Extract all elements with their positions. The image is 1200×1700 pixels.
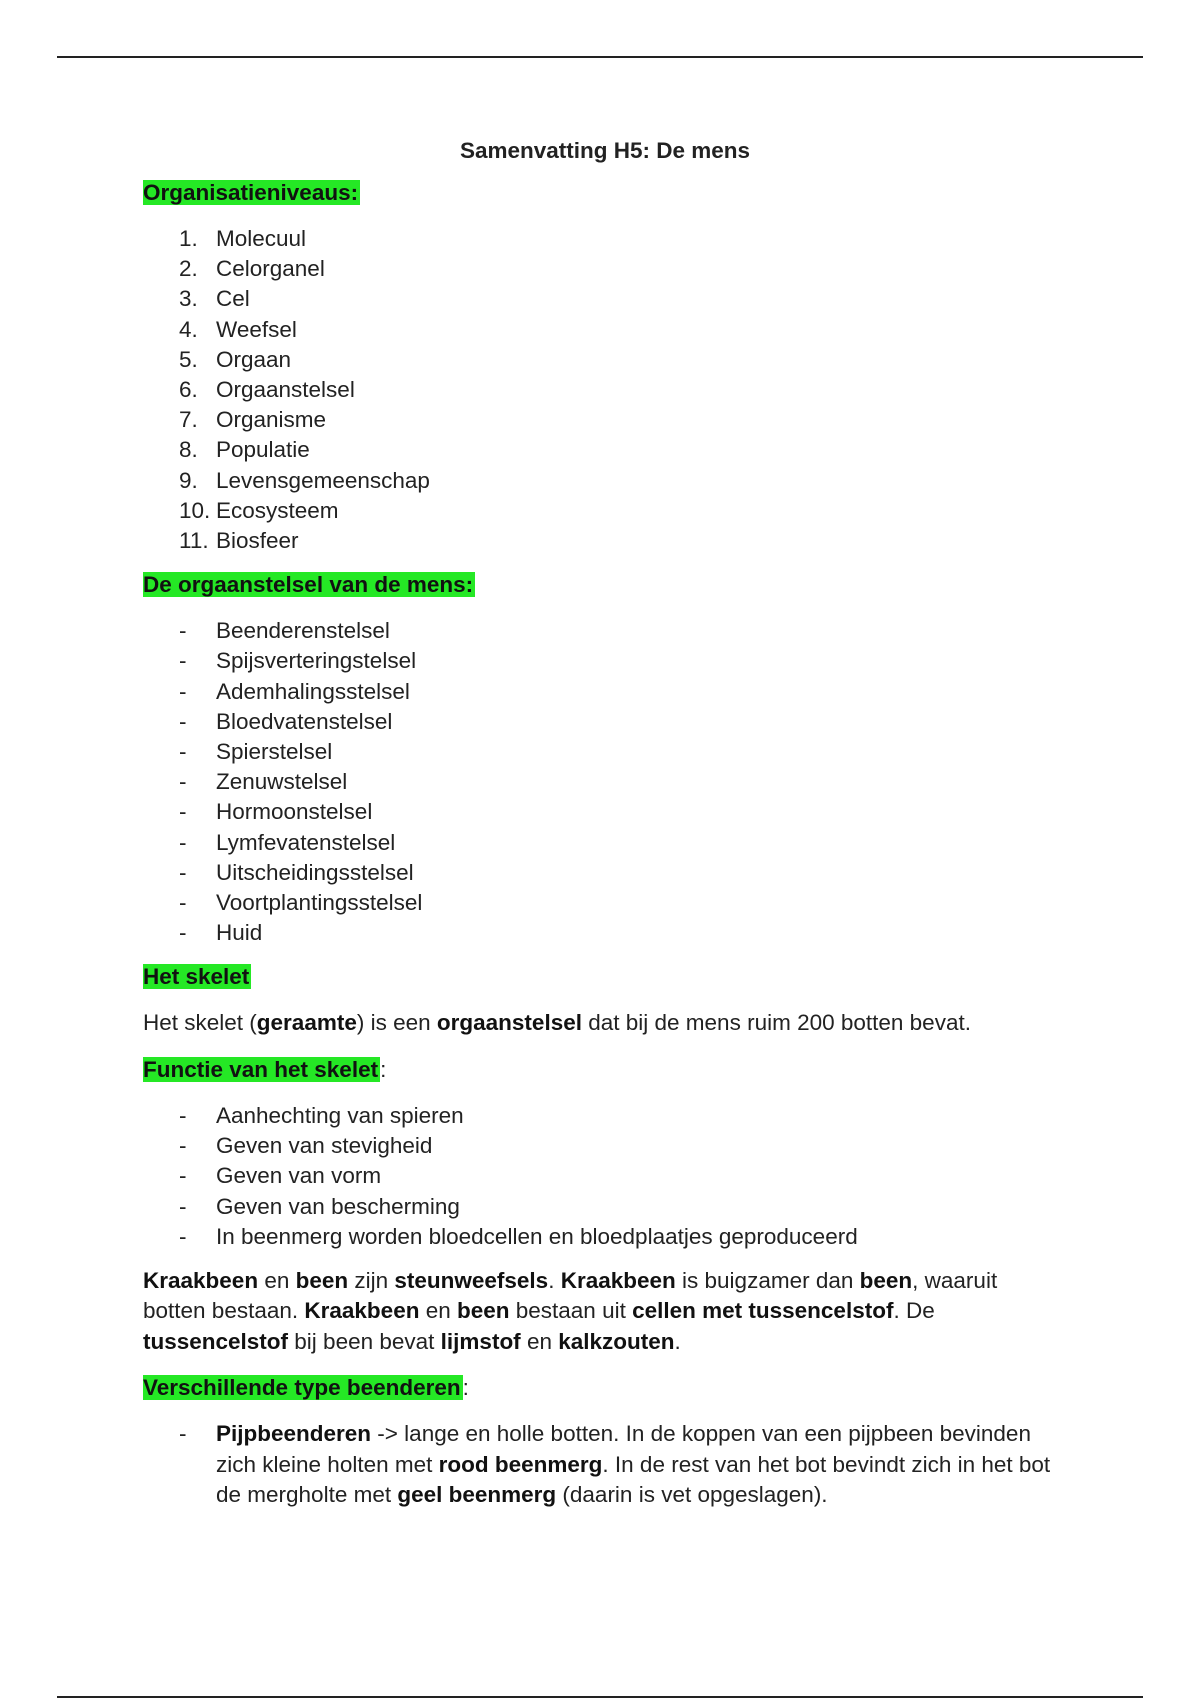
list-item: - Huid: [179, 920, 263, 946]
list-item: 8. Populatie: [179, 437, 310, 463]
heading-orgaanstelsels: De orgaanstelsel van de mens:: [143, 572, 474, 598]
list-item: - Geven van vorm: [179, 1163, 382, 1189]
list-item: - Spierstelsel: [179, 739, 333, 765]
list-item: - Ademhalingsstelsel: [179, 678, 410, 704]
list-item: - Spijsverteringstelsel: [179, 648, 417, 674]
heading-type-beenderen: Verschillende type beenderen:: [143, 1375, 469, 1401]
list-item: - Bloedvatenstelsel: [179, 708, 393, 734]
list-item: - Zenuwstelsel: [179, 769, 348, 795]
levels-list: [143, 224, 1063, 556]
list-item: - In beenmerg worden bloedcellen en bloedplaatjes geproduceerd: [179, 1223, 858, 1249]
systems-list: [143, 616, 1063, 948]
list-item: 10. Ecosysteem: [179, 497, 339, 523]
list-item: 9. Levensgemeenschap: [179, 467, 430, 493]
skelet-paragraph: Het skelet (geraamte) is een orgaanstelsel dat bij de mens ruim 200 botten bevat.: [143, 1010, 971, 1036]
list-item: - Uitscheidingsstelsel: [179, 859, 414, 885]
list-item: 5. Orgaan: [179, 346, 292, 372]
list-item: - Pijpbeenderen -> lange en holle botten. In de koppen van een pijpbeen bevinden zich kleine holten met rood beenmerg. In de rest van het bot bevindt zich in het bot de mergholte met geel beenmerg (daarin is vet opgeslagen).: [179, 1421, 1051, 1508]
heading-functie-skelet: Functie van het skelet:: [143, 1056, 387, 1082]
document-body: [143, 138, 1063, 1525]
list-item: - Hormoonstelsel: [179, 799, 373, 825]
list-item: - Geven van bescherming: [179, 1193, 460, 1219]
kraakbeen-paragraph: Kraakbeen en been zijn steunweefsels. Kraakbeen is buigzamer dan been, waaruit botten bestaan. Kraakbeen en been bestaan uit cellen met tussencelstof. De tussencelstof bij been bevat lijmstof en kalkzouten.: [143, 1267, 998, 1354]
top-rule: [57, 56, 1143, 58]
list-item: 1. Molecuul: [179, 226, 307, 251]
list-item: - Beenderenstelsel: [179, 618, 390, 644]
heading-organisatieniveaus: Organisatieniveaus:: [143, 180, 359, 205]
list-item: - Geven van stevigheid: [179, 1133, 433, 1159]
list-item: 4. Weefsel: [179, 316, 297, 342]
list-item: - Voortplantingsstelsel: [179, 890, 423, 916]
list-item: 7. Organisme: [179, 407, 327, 433]
list-item: 2. Celorganel: [179, 256, 325, 282]
list-item: 3. Cel: [179, 286, 250, 312]
list-item: - Aanhechting van spieren: [179, 1102, 464, 1128]
list-item: - Lymfevatenstelsel: [179, 829, 396, 855]
page-title: Samenvatting H5: De mens: [459, 138, 751, 163]
bones-list: [143, 1419, 1063, 1511]
heading-het-skelet: Het skelet: [143, 964, 250, 990]
list-item: 11. Biosfeer: [179, 528, 299, 554]
list-item: 6. Orgaanstelsel: [179, 377, 355, 403]
bottom-rule: [57, 1696, 1143, 1698]
functions-list: [143, 1101, 1063, 1252]
